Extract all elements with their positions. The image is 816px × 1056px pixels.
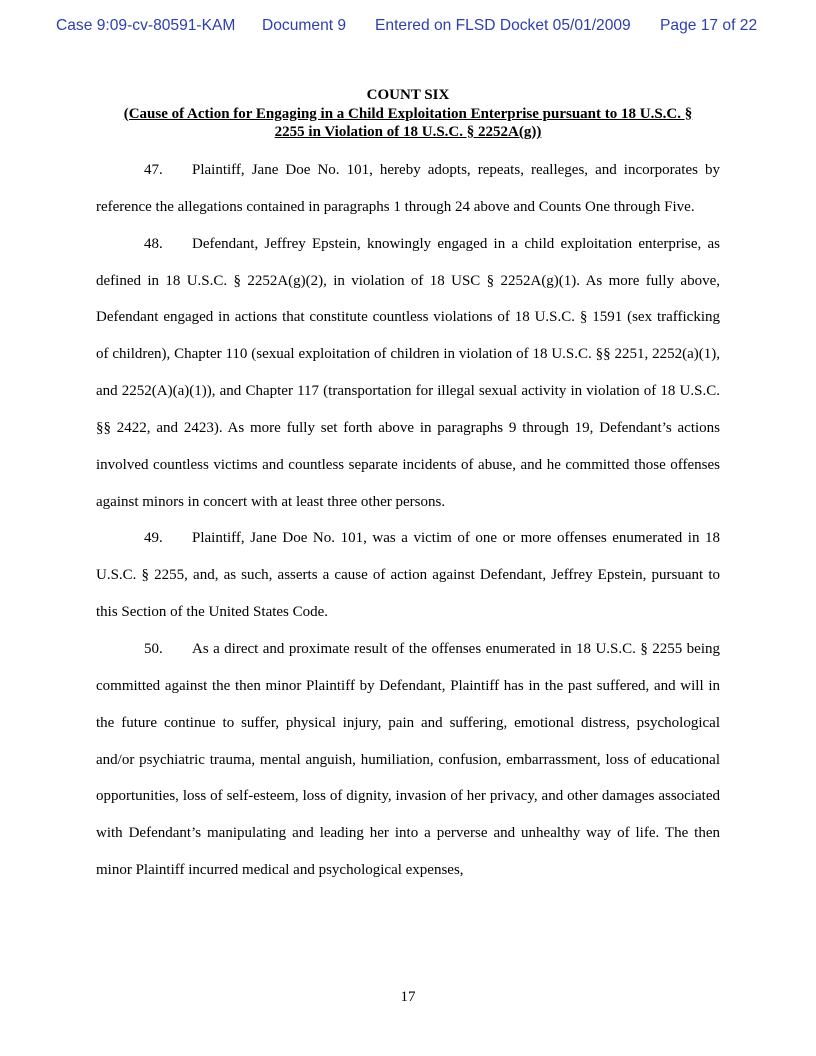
paragraph-48 xyxy=(96,226,720,521)
paragraph-number: 48. xyxy=(144,235,163,252)
paragraph-text: As a direct and proximate result of the offenses enumerated in 18 U.S.C. § 2255 being committed against the then minor Plaintiff by Defendant, Plaintiff has in the past suffered, and will in the future continue to suffer, physical injury, pain and suffering, emotional distress, psychological and/or psychiatric trauma, mental anguish, humiliation, confusion, embarrassment, loss of educational opportunities, loss of self-esteem, loss of dignity, invasion of her privacy, and other damages associated with Defendant’s manipulating and leading her into a perverse and unhealthy way of life. The then minor Plaintiff incurred medical and psychological expenses, xyxy=(96,640,720,879)
paragraph-text: Defendant, Jeffrey Epstein, knowingly engaged in a child exploitation enterprise, as defined in 18 U.S.C. § 2252A(g)(2), in violation of 18 USC § 2252A(g)(1). As more fully above, Defendant engaged in actions that constitute countless violations of 18 U.S.C. § 1591 (sex trafficking of children), Chapter 110 (sexual exploitation of children in violation of 18 U.S.C. §§ 2251, 2252(a)(1), and 2252(A)(a)(1)), and Chapter 117 (transportation for illegal sexual activity in violation of 18 U.S.C. §§ 2422, and 2423). As more fully set forth above in paragraphs 9 through 19, Defendant’s actions involved countless victims and countless separate incidents of abuse, and he committed those offenses against minors in concert with at least three other persons. xyxy=(96,235,720,510)
count-title: COUNT SIX xyxy=(366,87,450,103)
docket-document-number: Document 9 xyxy=(262,17,347,34)
paragraph-50 xyxy=(96,631,720,889)
docket-case-number: Case 9:09-cv-80591-KAM xyxy=(56,17,236,34)
count-heading xyxy=(96,86,720,142)
document-body xyxy=(96,152,720,889)
paragraph-47 xyxy=(96,152,720,226)
page-number: 17 xyxy=(400,989,416,1005)
count-subtitle-line-2: 2255 in Violation of 18 U.S.C. § 2252A(g)) xyxy=(274,124,542,140)
docket-page-count: Page 17 of 22 xyxy=(660,17,758,34)
paragraph-number: 49. xyxy=(144,530,163,547)
paragraph-49 xyxy=(96,520,720,631)
count-subtitle-line-1: (Cause of Action for Engaging in a Child Exploitation Enterprise pursuant to 18 U.S.C. § xyxy=(123,105,693,122)
docket-entered-date: Entered on FLSD Docket 05/01/2009 xyxy=(375,17,631,34)
paragraph-number: 50. xyxy=(144,640,163,657)
paragraph-text: Plaintiff, Jane Doe No. 101, hereby adopts, repeats, realleges, and incorporates by reference the allegations contained in paragraphs 1 through 24 above and Counts One through Five. xyxy=(96,162,720,215)
paragraph-number: 47. xyxy=(144,162,163,178)
paragraph-text: Plaintiff, Jane Doe No. 101, was a victim of one or more offenses enumerated in 18 U.S.C. § 2255, and, as such, asserts a cause of action against Defendant, Jeffrey Epstein, pursuant to this Section of the United States Code. xyxy=(96,530,720,621)
